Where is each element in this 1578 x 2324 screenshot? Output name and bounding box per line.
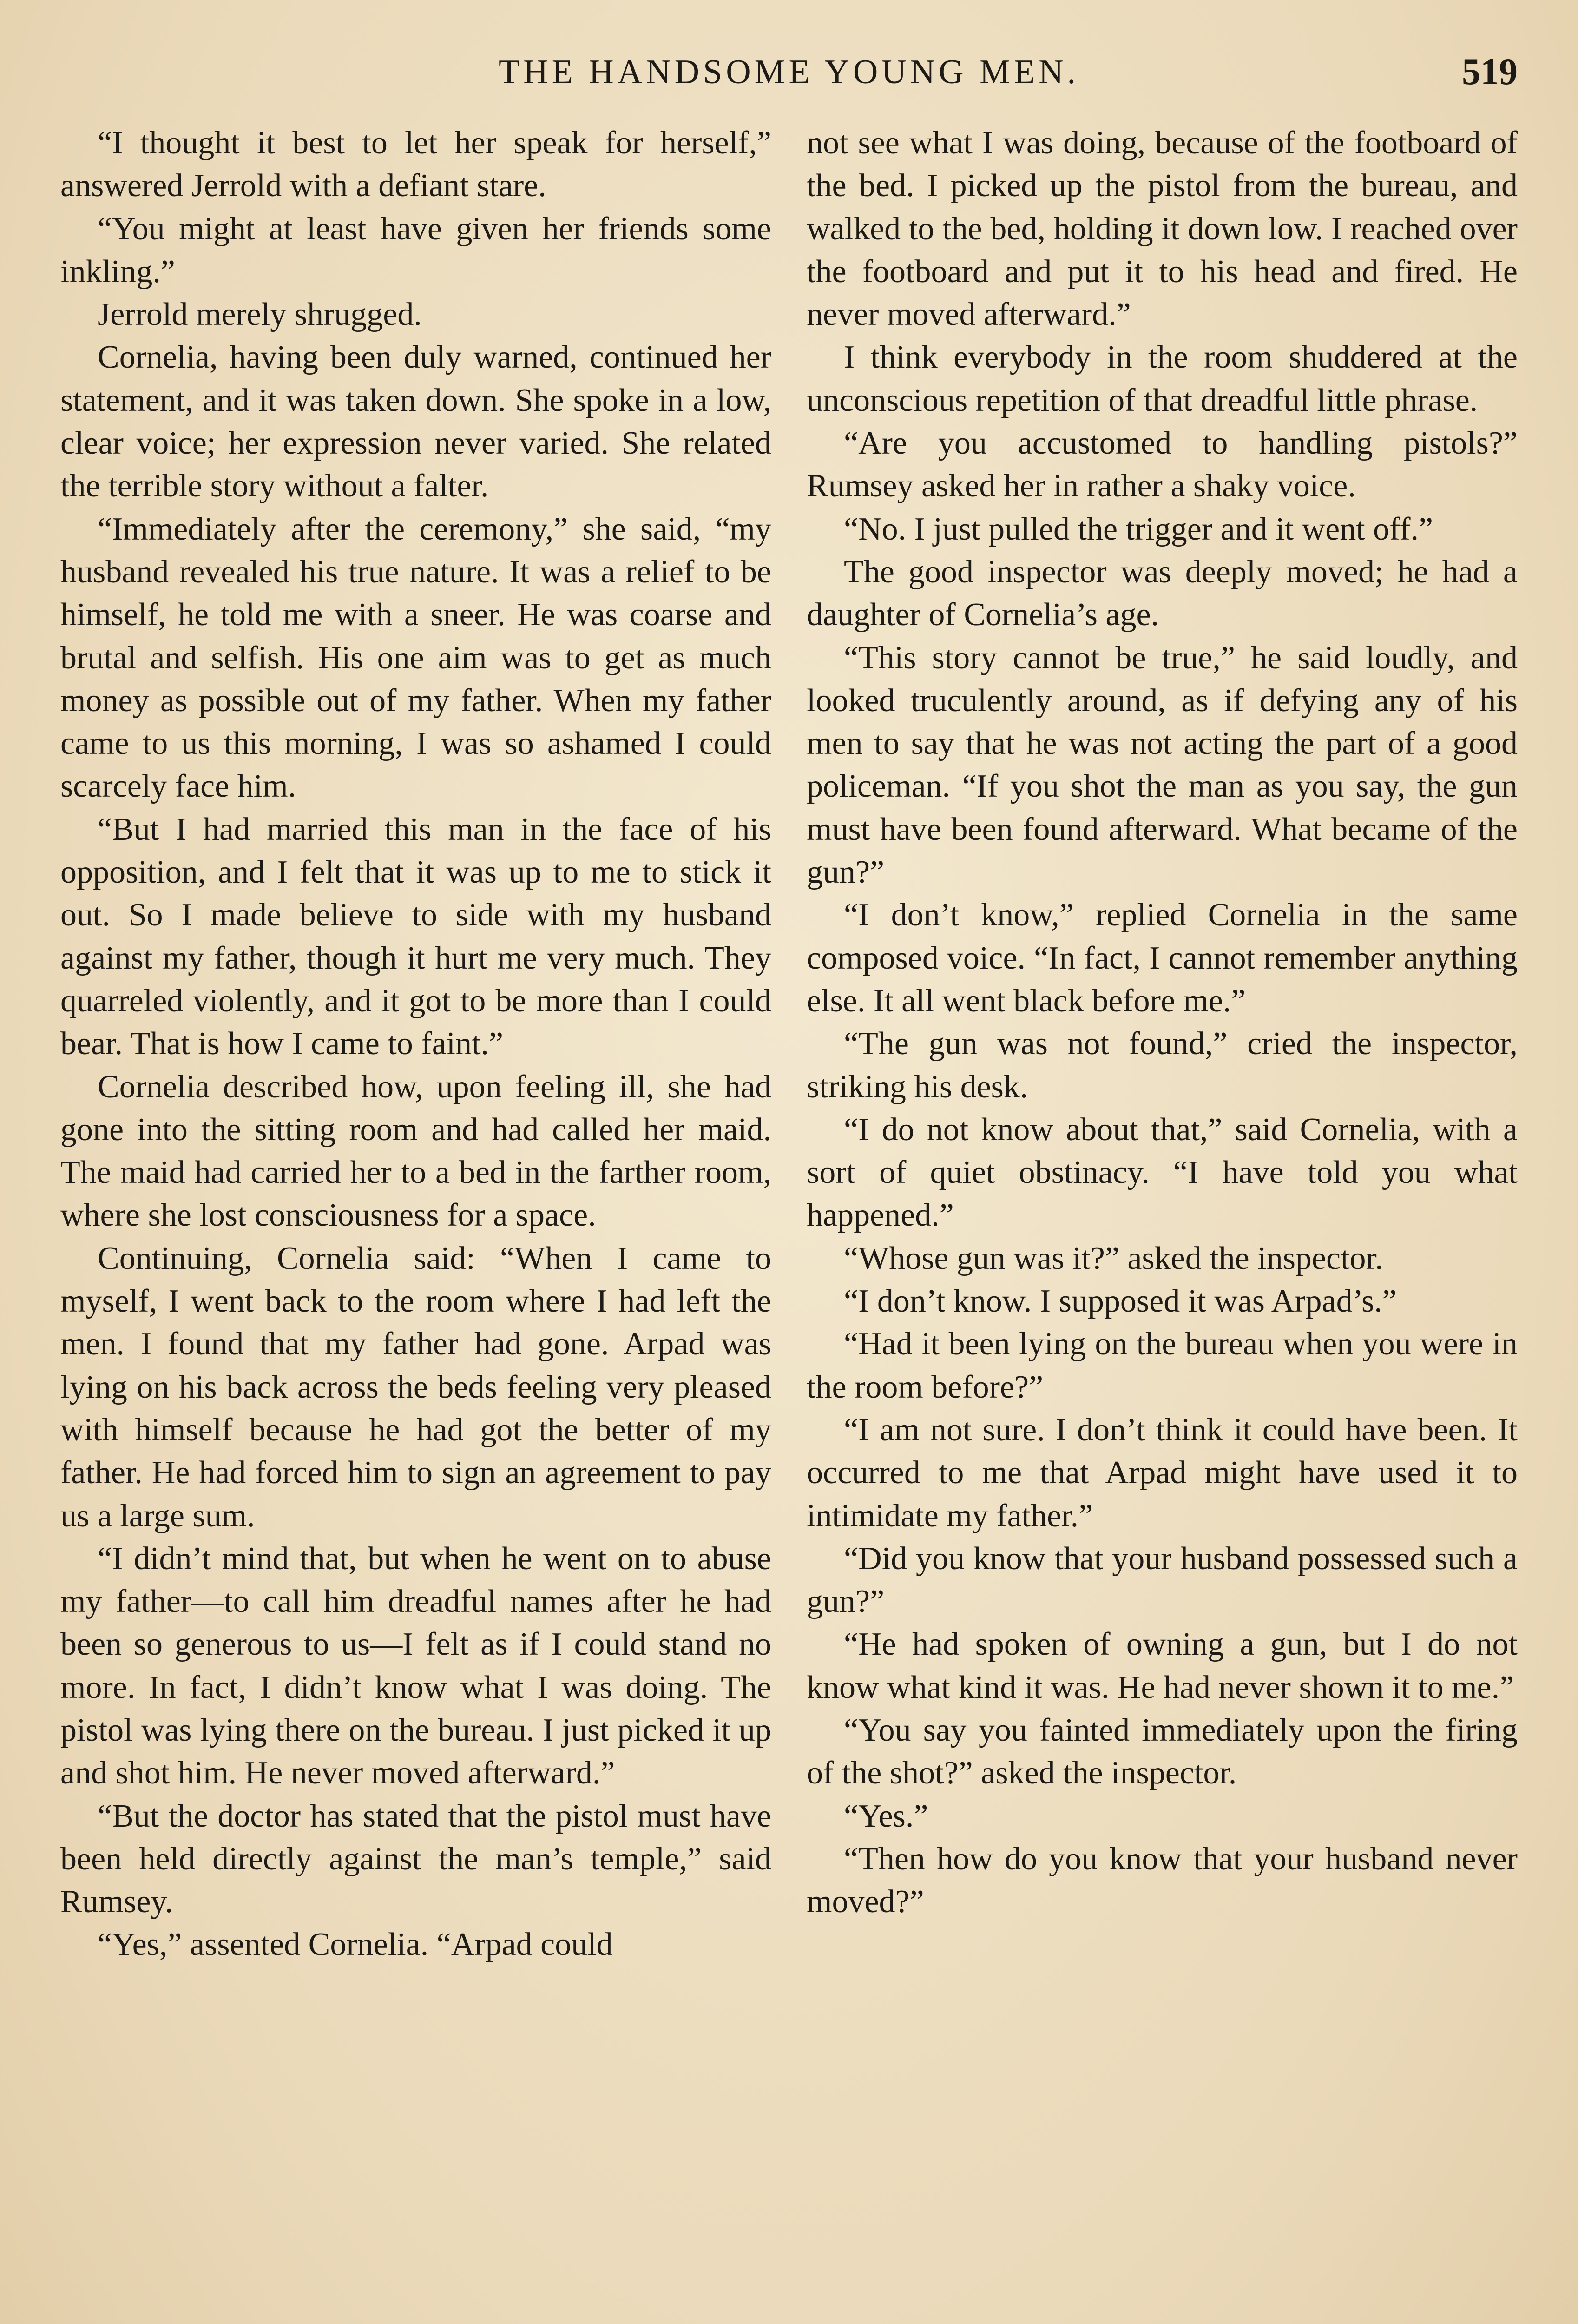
paragraph: “You might at least have given her friends some inkling.” — [60, 211, 771, 290]
left-column — [60, 122, 771, 2324]
page-number: 519 — [1462, 52, 1518, 92]
paragraph: “But I had married this man in the face of his opposition, and I felt that it was up to me to stick it out. So I made believe to side with my husband against my father, though it hurt me very much. They quarreled violently, and it got to be more than I could bear. That is how I came to faint.” — [60, 811, 771, 1062]
paragraph: Continuing, Cornelia said: “When I came to myself, I went back to the room where I had left the men. I found that my father had gone. Arpad was lying on his back across the beds feeling very pleased with himself because he had got the better of my father. He had forced him to sign an agreement to pay us a large sum. — [60, 1240, 771, 1534]
paragraph: “I don’t know. I supposed it was Arpad’s.” — [844, 1283, 1397, 1320]
paragraph: “Yes,” assented Cornelia. “Arpad could — [98, 1927, 613, 1963]
paragraph: The good inspector was deeply moved; he had a daughter of Cornelia’s age. — [807, 554, 1518, 633]
paragraph: “Then how do you know that your husband never moved?” — [807, 1841, 1518, 1920]
paragraph: “Immediately after the ceremony,” she said, “my husband revealed his true nature. It was a relief to be himself, he told me with a sneer. He was coarse and brutal and selfish. His one aim was to get as much money as possible out of my father. When my father came to us this morning, I was so ashamed I could scarcely face him. — [60, 511, 771, 805]
paragraph: “No. I just pulled the trigger and it went off.” — [844, 511, 1433, 547]
running-title: THE HANDSOME YOUNG MEN. — [498, 53, 1080, 91]
paragraph: “I am not sure. I don’t think it could have been. It occurred to me that Arpad might have used it to intimidate my father.” — [807, 1412, 1518, 1534]
paragraph: “Yes.” — [844, 1798, 928, 1834]
paragraph: Cornelia, having been duly warned, continued her statement, and it was taken down. She spoke in a low, clear voice; her expression never varied. She related the terrible story without a falter. — [60, 339, 771, 504]
paragraph: “The gun was not found,” cried the inspector, striking his desk. — [807, 1026, 1518, 1105]
paragraph: “He had spoken of owning a gun, but I do not know what kind it was. He had never shown it to me.” — [807, 1626, 1518, 1705]
paragraph: “I don’t know,” replied Cornelia in the same composed voice. “In fact, I cannot remember anything else. It all went black before me.” — [807, 897, 1518, 1019]
paragraph: Jerrold merely shrugged. — [98, 297, 422, 333]
right-column — [807, 122, 1518, 2324]
paragraph: “Had it been lying on the bureau when you were in the room before?” — [807, 1326, 1518, 1405]
paragraph: “I thought it best to let her speak for herself,” answered Jerrold with a defiant stare. — [60, 125, 771, 204]
paragraph: “But the doctor has stated that the pistol must have been held directly against the man’s temple,” said Rumsey. — [60, 1798, 771, 1920]
paragraph: “I didn’t mind that, but when he went on to abuse my father—to call him dreadful names after he had been so generous to us—I felt as if I could stand no more. In fact, I didn’t know what I was doing. The pistol was lying there on the bureau. I just picked it up and shot him. He never moved afterward.” — [60, 1540, 771, 1791]
paragraph: “This story cannot be true,” he said loudly, and looked truculently around, as if defying any of his men to say that he was not acting the part of a good policeman. “If you shot the man as you say, the gun must have been found afterward. What became of the gun?” — [807, 640, 1518, 891]
text-columns — [60, 122, 1518, 2324]
paragraph: I think everybody in the room shuddered at the unconscious repetition of that dreadful little phrase. — [807, 339, 1518, 418]
paragraph: “Did you know that your husband possessed such a gun?” — [807, 1540, 1518, 1620]
paragraph-continued: not see what I was doing, because of the footboard of the bed. I picked up the pistol from the bureau, and walked to the bed, holding it down low. I reached over the footboard and put it to his head and fired. He never moved afterward.” — [807, 125, 1518, 333]
running-head — [60, 46, 1518, 98]
paragraph: “I do not know about that,” said Cornelia, with a sort of quiet obstinacy. “I have told you what happened.” — [807, 1111, 1518, 1234]
paragraph: “You say you fainted immediately upon the firing of the shot?” asked the inspector. — [807, 1712, 1518, 1791]
paragraph: Cornelia described how, upon feeling ill, she had gone into the sitting room and had called her maid. The maid had carried her to a bed in the farther room, where she lost consciousness for a space. — [60, 1069, 771, 1234]
paragraph: “Are you accustomed to handling pistols?” Rumsey asked her in rather a shaky voice. — [807, 425, 1518, 504]
paragraph: “Whose gun was it?” asked the inspector. — [844, 1240, 1383, 1276]
